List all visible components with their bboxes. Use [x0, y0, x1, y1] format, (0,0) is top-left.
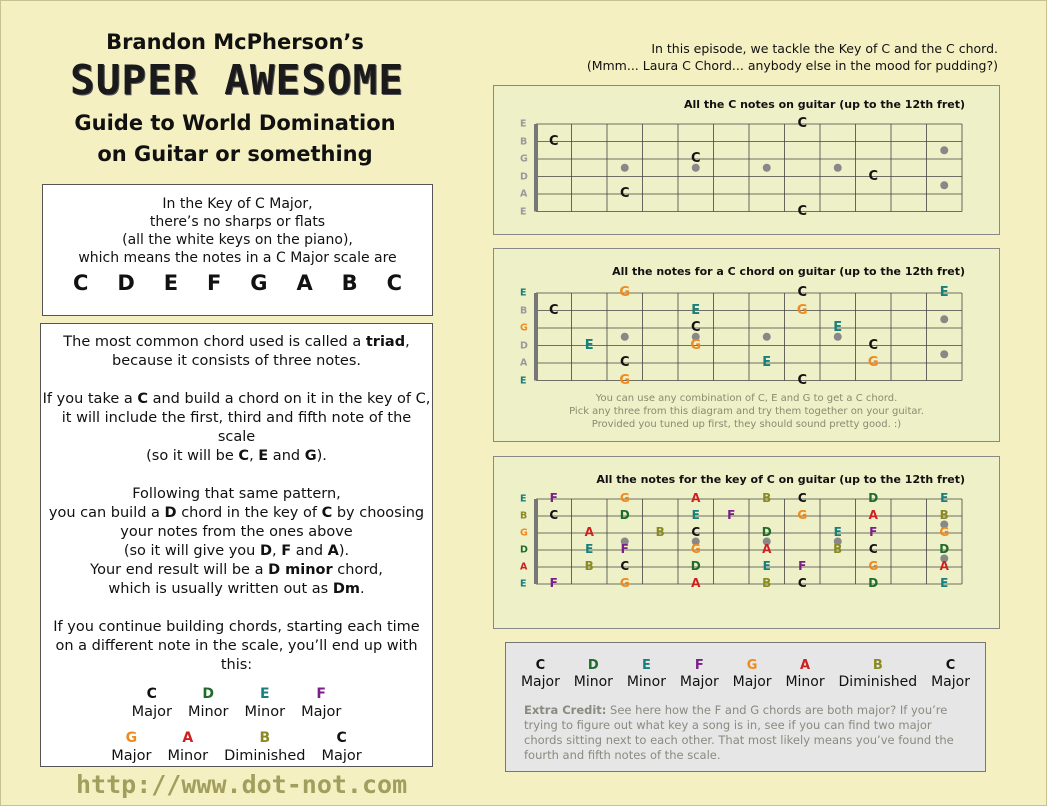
- text: Following that same pattern,: [132, 486, 341, 502]
- fret-note: A: [939, 558, 949, 573]
- text-bold: F: [281, 543, 292, 559]
- string-label: A: [520, 188, 528, 200]
- text: because it consists of three notes.: [112, 353, 361, 369]
- string-label: D: [520, 340, 528, 351]
- chord-quality: Major: [520, 674, 560, 690]
- text-bold: A: [327, 543, 339, 559]
- string-label: E: [520, 578, 527, 590]
- chord-letter: G: [125, 730, 138, 746]
- text: (so it will give you: [123, 543, 260, 559]
- chord-quality: Minor: [244, 704, 286, 720]
- fret-note: F: [549, 575, 558, 590]
- fret-note: G: [619, 575, 630, 590]
- fretboard-grid: [494, 249, 999, 391]
- extra-credit-text: [506, 691, 985, 763]
- chord-letter: C: [945, 658, 956, 673]
- string-label: G: [520, 527, 528, 539]
- fret-note: B: [762, 575, 772, 590]
- fret-note: G: [619, 284, 631, 300]
- text-bold: C: [238, 448, 250, 464]
- text: ,: [272, 543, 282, 559]
- extra-credit-label: Extra Credit:: [524, 703, 607, 717]
- fret-marker-dot: [834, 164, 842, 172]
- string-label: E: [520, 375, 527, 386]
- fret-note: B: [939, 507, 949, 522]
- chord-cell: [574, 658, 613, 691]
- chord-quality: Minor: [573, 674, 613, 690]
- fret-marker-dot: [940, 181, 948, 189]
- fret-note: D: [761, 524, 772, 539]
- scale-note: F: [206, 271, 222, 295]
- para-c-chord: [41, 390, 432, 466]
- fret-note: C: [797, 490, 807, 505]
- chord-quality: Major: [931, 674, 970, 690]
- chord-cell: [314, 729, 370, 765]
- chord-letter: D: [202, 686, 215, 702]
- string-label: E: [520, 118, 527, 130]
- title-subtitle-line2: on Guitar or something: [97, 142, 373, 166]
- string-label: A: [520, 357, 528, 369]
- text-bold: triad: [365, 334, 406, 350]
- key-of-c-panel: [493, 456, 1000, 629]
- string-label: B: [520, 510, 528, 522]
- intro-line2: (Mmm... Laura C Chord... anybody else in the mood for pudding?): [586, 58, 998, 73]
- chord-cell: [839, 658, 918, 691]
- chord-quality: Minor: [626, 674, 666, 690]
- fret-note: C: [691, 524, 701, 539]
- chord-cell: [680, 658, 719, 691]
- fret-note: A: [762, 541, 772, 556]
- text: ).: [316, 448, 327, 464]
- fret-note: A: [691, 490, 701, 505]
- chord-row: [103, 729, 370, 765]
- fret-marker-dot: [621, 164, 629, 172]
- caption-line: You can use any combination of C, E and G to get a C chord.: [595, 393, 898, 404]
- fret-note: D: [690, 558, 701, 573]
- string-label: G: [520, 153, 528, 165]
- string-label: D: [520, 171, 528, 182]
- text: and: [268, 448, 305, 464]
- fret-note: A: [868, 507, 878, 522]
- chord-quality: Major: [321, 748, 362, 764]
- fret-note: E: [691, 302, 701, 318]
- fret-marker-dot: [763, 164, 771, 172]
- fret-note: G: [868, 558, 879, 573]
- fret-note: E: [833, 319, 843, 335]
- fret-marker-dot: [621, 333, 629, 341]
- fret-marker-dot: [763, 333, 771, 341]
- chord-quality: Minor: [187, 704, 229, 720]
- chord-letter: C: [535, 658, 546, 673]
- c-notes-panel: [493, 85, 1000, 235]
- text-bold: D minor: [268, 562, 333, 578]
- para-d-chord: [41, 485, 432, 599]
- text: by choosing: [332, 505, 425, 521]
- chord-table: [41, 685, 432, 765]
- fret-note: D: [868, 575, 879, 590]
- text: you can build a: [48, 505, 165, 521]
- string-label: A: [520, 561, 528, 573]
- extra-credit-box: [505, 642, 986, 772]
- scale-note: C: [73, 271, 89, 295]
- fret-note: C: [797, 203, 808, 219]
- fret-note: B: [584, 558, 594, 573]
- chord-quality: Diminished: [838, 674, 918, 690]
- fret-note: E: [833, 524, 842, 539]
- text: on a different note in the scale, you’ll end up with: [55, 638, 418, 654]
- chord-letter: A: [800, 658, 811, 673]
- string-label: E: [520, 493, 527, 505]
- fret-note: E: [691, 507, 700, 522]
- intro-line1: In this episode, we tackle the Key of C and the C chord.: [651, 41, 998, 56]
- scale-note: A: [296, 271, 313, 295]
- text-bold: C: [321, 505, 333, 521]
- string-label: D: [520, 544, 528, 556]
- fret-note: G: [619, 490, 630, 505]
- text: If you take a: [42, 391, 138, 407]
- fret-note: C: [619, 185, 630, 201]
- chord-cell: [180, 685, 237, 721]
- chord-letter: G: [746, 658, 758, 673]
- website-url[interactable]: http://www.dot-not.com: [76, 770, 408, 799]
- fret-note: E: [939, 284, 949, 300]
- fret-note: C: [868, 168, 879, 184]
- fret-marker-dot: [940, 315, 948, 323]
- credit-chord-row: [506, 643, 985, 691]
- fret-note: G: [797, 507, 808, 522]
- key-line2: there’s no sharps or flats: [149, 214, 326, 230]
- scale-note: C: [386, 271, 402, 295]
- text: it will include the first, third and fifth note of the scale: [61, 410, 412, 445]
- fret-note: G: [796, 302, 808, 318]
- fret-note: C: [548, 302, 559, 318]
- text: Your end result will be a: [90, 562, 269, 578]
- chord-cell: [627, 658, 666, 691]
- c-chord-panel: [493, 248, 1000, 442]
- caption-line: Provided you tuned up first, they should sound pretty good. :): [591, 419, 902, 430]
- text-bold: D: [259, 543, 273, 559]
- fret-marker-dot: [940, 350, 948, 358]
- chord-cell: [785, 658, 824, 691]
- text: and build a chord on it in the key of C,: [148, 391, 431, 407]
- fret-note: C: [868, 337, 879, 353]
- chord-cell: [237, 685, 294, 721]
- fret-note: C: [797, 284, 808, 300]
- chord-quality: Major: [301, 704, 342, 720]
- chord-cell: [216, 729, 313, 765]
- string-label: G: [520, 322, 528, 334]
- fret-note: E: [585, 541, 594, 556]
- triad-explanation-box: [40, 323, 433, 767]
- text: which is usually written out as: [108, 581, 333, 597]
- text: chord,: [332, 562, 383, 578]
- fret-note: C: [619, 354, 630, 370]
- extra-credit-body: See here how the F and G chords are both major? If you’re trying to figure out what key a song is in, see if you can find two major chords sitting next to each other. That most likely means you’ve found the fourth and fifth notes of the scale.: [524, 703, 954, 762]
- fret-note: C: [797, 372, 808, 388]
- fret-note: G: [690, 337, 702, 353]
- chord-quality: Major: [111, 748, 152, 764]
- scale-note: B: [341, 271, 358, 295]
- title-subtitle-line1: Guide to World Domination: [74, 111, 396, 135]
- panel-title: All the C notes on guitar (up to the 12th fret): [683, 98, 965, 111]
- chord-quality: Diminished: [224, 748, 306, 764]
- chord-cell: [160, 729, 217, 765]
- fret-note: A: [691, 575, 701, 590]
- key-of-c-box: [42, 184, 433, 316]
- chord-cell: [103, 729, 159, 765]
- fret-note: E: [940, 490, 949, 505]
- text: ,: [405, 334, 410, 350]
- string-label: E: [520, 287, 527, 299]
- text-bold: Dm: [332, 581, 360, 597]
- fret-note: F: [727, 507, 736, 522]
- panel-title: All the notes for a C chord on guitar (up to the 12th fret): [612, 265, 965, 278]
- text: (so it will be: [146, 448, 239, 464]
- text: chord in the key of: [176, 505, 322, 521]
- para-triad: [41, 333, 432, 371]
- text: ).: [338, 543, 350, 559]
- fret-note: C: [868, 541, 878, 556]
- title-author: Brandon McPherson’s: [106, 30, 364, 54]
- chord-letter: E: [259, 686, 270, 702]
- text: and: [291, 543, 328, 559]
- chord-quality: Major: [732, 674, 772, 690]
- fret-note: B: [833, 541, 843, 556]
- chord-cell: [293, 685, 349, 721]
- fret-note: G: [690, 541, 701, 556]
- chord-letter: F: [694, 658, 704, 673]
- fret-note: C: [620, 558, 630, 573]
- fret-note: C: [690, 319, 701, 335]
- fret-note: B: [762, 490, 772, 505]
- chord-letter: B: [259, 730, 271, 746]
- chord-cell: [931, 658, 970, 691]
- chord-letter: F: [316, 686, 326, 702]
- scale-note: G: [250, 271, 268, 295]
- chord-quality: Major: [679, 674, 719, 690]
- string-label: B: [520, 136, 528, 147]
- fret-note: C: [548, 133, 559, 149]
- fret-note: A: [584, 524, 594, 539]
- chord-row: [103, 685, 370, 721]
- fret-note: B: [655, 524, 665, 539]
- fret-note: F: [549, 490, 558, 505]
- fret-note: G: [867, 354, 879, 370]
- fret-note: D: [619, 507, 630, 522]
- chord-cell: [521, 658, 560, 691]
- fret-note: C: [797, 115, 808, 131]
- title-subtitle: [55, 108, 415, 170]
- fret-note: D: [939, 541, 950, 556]
- chord-quality: Major: [131, 704, 172, 720]
- fretboard-grid: [494, 457, 999, 594]
- para-continue: [41, 618, 432, 675]
- text-bold: E: [258, 448, 269, 464]
- text: this:: [220, 657, 253, 673]
- fret-note: C: [549, 507, 559, 522]
- string-label: B: [520, 305, 528, 316]
- fretboard-grid: [494, 86, 999, 222]
- fret-note: E: [762, 354, 772, 370]
- fret-note: E: [940, 575, 949, 590]
- string-label: E: [520, 206, 527, 217]
- scale-note: E: [163, 271, 179, 295]
- fret-note: F: [869, 524, 878, 539]
- fret-note: C: [690, 150, 701, 166]
- text: your notes from the ones above: [120, 524, 353, 540]
- key-line1: In the Key of C Major,: [162, 196, 313, 212]
- chord-letter: B: [872, 658, 883, 673]
- chord-cell: [124, 685, 180, 721]
- chord-letter: C: [146, 686, 157, 702]
- chord-letter: A: [182, 730, 194, 746]
- text-bold: C: [137, 391, 148, 407]
- text: .: [360, 581, 365, 597]
- chord-letter: C: [336, 730, 347, 746]
- fret-marker-dot: [940, 146, 948, 154]
- text-bold: D: [164, 505, 177, 521]
- text: If you continue building chords, starting each time: [53, 619, 420, 635]
- chord-quality: Minor: [167, 748, 209, 764]
- caption-line: Pick any three from this diagram and try them together on your guitar.: [569, 406, 924, 417]
- fret-note: F: [620, 541, 629, 556]
- text: ,: [249, 448, 259, 464]
- text: The most common chord used is called a: [63, 334, 366, 350]
- fret-note: D: [868, 490, 879, 505]
- c-major-scale: [43, 271, 432, 295]
- scale-note: D: [117, 271, 135, 295]
- key-line3: (all the white keys on the piano),: [122, 232, 353, 248]
- panel-title: All the notes for the key of C on guitar (up to the 12th fret): [596, 473, 965, 486]
- chord-caption: [494, 392, 999, 431]
- chord-cell: [733, 658, 772, 691]
- key-line4: which means the notes in a C Major scale are: [78, 250, 397, 266]
- chord-letter: D: [587, 658, 599, 673]
- chord-letter: E: [641, 658, 651, 673]
- title-super-awesome: SUPER AWESOME: [70, 56, 404, 104]
- episode-intro: [540, 40, 998, 74]
- fret-note: F: [798, 558, 807, 573]
- fret-note: G: [619, 372, 631, 388]
- fret-note: G: [939, 524, 950, 539]
- chord-quality: Minor: [785, 674, 825, 690]
- text-bold: G: [304, 448, 317, 464]
- fret-note: E: [584, 337, 594, 353]
- fret-note: C: [797, 575, 807, 590]
- fret-note: E: [762, 558, 771, 573]
